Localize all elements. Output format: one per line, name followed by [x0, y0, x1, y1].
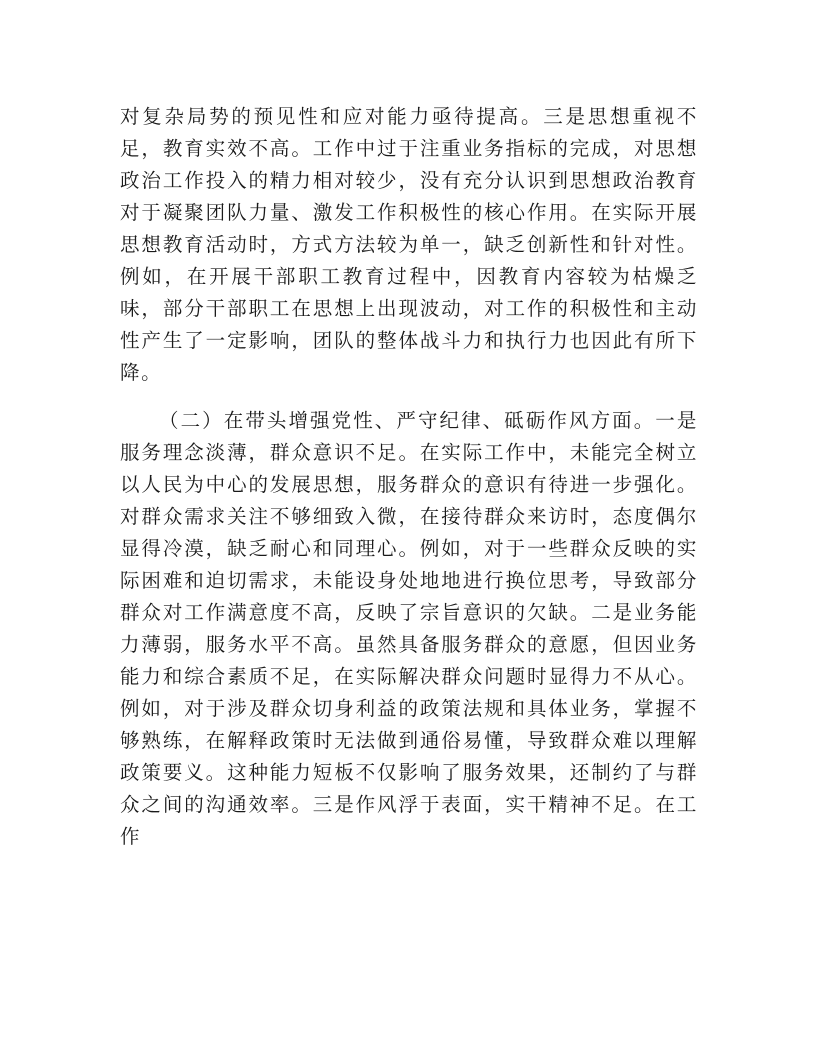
document-body — [120, 101, 698, 853]
paragraph-section-two: （二）在带头增强党性、严守纪律、砥砺作风方面。一是服务理念淡薄，群众意识不足。在实际工作中，未能完全树立以人民为中心的发展思想，服务群众的意识有待进一步强化。对群众需求关注不够细致入微，在接待群众来访时，态度偶尔显得冷漠，缺乏耐心和同理心。例如，对于一些群众反映的实际困难和迫切需求，未能设身处地地进行换位思考，导致部分群众对工作满意度不高，反映了宗旨意识的欠缺。二是业务能力薄弱，服务水平不高。虽然具备服务群众的意愿，但因业务能力和综合素质不足，在实际解决群众问题时显得力不从心。例如，对于涉及群众切身利益的政策法规和具体业务，掌握不够熟练，在解释政策时无法做到通俗易懂，导致群众难以理解政策要义。这种能力短板不仅影响了服务效果，还制约了与群众之间的沟通效率。三是作风浮于表面，实干精神不足。在工作 — [120, 409, 698, 848]
paragraph-continued: 对复杂局势的预见性和应对能力亟待提高。三是思想重视不足，教育实效不高。工作中过于注重业务指标的完成，对思想政治工作投入的精力相对较少，没有充分认识到思想政治教育对于凝聚团队力量、激发工作积极性的核心作用。在实际开展思想教育活动时，方式方法较为单一，缺乏创新性和针对性。例如，在开展干部职工教育过程中，因教育内容较为枯燥乏味，部分干部职工在思想上出现波动，对工作的积极性和主动性产生了一定影响，团队的整体战斗力和执行力也因此有所下降。 — [120, 105, 698, 384]
